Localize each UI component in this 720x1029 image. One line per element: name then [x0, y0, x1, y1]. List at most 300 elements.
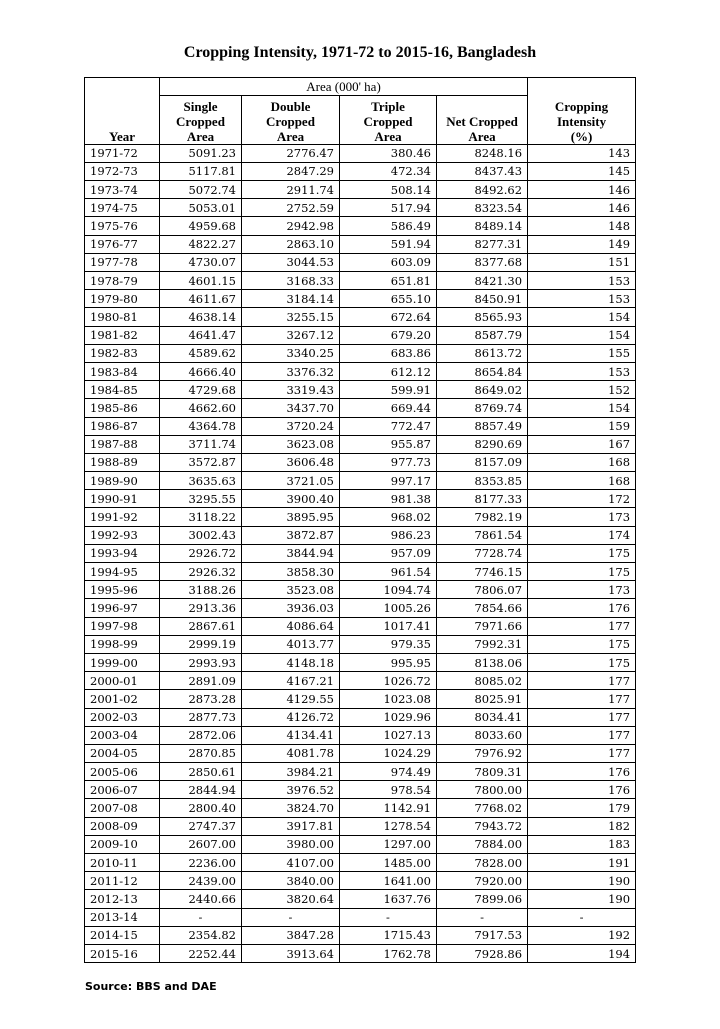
cell-double-cropped-area: 3267.12: [242, 326, 340, 344]
cell-year: 2006-07: [85, 781, 160, 799]
cell-cropping-intensity: 153: [528, 290, 636, 308]
table-header-row: [85, 95, 636, 144]
cell-single-cropped-area: 3635.63: [160, 472, 242, 490]
cell-cropping-intensity: 176: [528, 599, 636, 617]
cell-single-cropped-area: 4729.68: [160, 381, 242, 399]
cell-triple-cropped-area: 591.94: [340, 235, 437, 253]
cell-single-cropped-area: 4601.15: [160, 272, 242, 290]
cell-double-cropped-area: 3984.21: [242, 763, 340, 781]
cell-year: 2005-06: [85, 763, 160, 781]
cell-net-cropped-area: 8654.84: [437, 362, 528, 380]
cell-net-cropped-area: 8025.91: [437, 690, 528, 708]
cell-cropping-intensity: 154: [528, 326, 636, 344]
cell-single-cropped-area: 2236.00: [160, 854, 242, 872]
cell-net-cropped-area: 8323.54: [437, 199, 528, 217]
cell-year: 2008-09: [85, 817, 160, 835]
cell-net-cropped-area: 8377.68: [437, 253, 528, 271]
cell-triple-cropped-area: -: [340, 908, 437, 926]
cell-triple-cropped-area: 1485.00: [340, 854, 437, 872]
cell-cropping-intensity: 143: [528, 144, 636, 162]
cell-net-cropped-area: -: [437, 908, 528, 926]
cell-cropping-intensity: 168: [528, 453, 636, 471]
cell-single-cropped-area: 2867.61: [160, 617, 242, 635]
cell-cropping-intensity: 175: [528, 544, 636, 562]
cell-net-cropped-area: 8565.93: [437, 308, 528, 326]
cell-net-cropped-area: 7899.06: [437, 890, 528, 908]
cell-single-cropped-area: 5117.81: [160, 162, 242, 180]
cell-double-cropped-area: 3872.87: [242, 526, 340, 544]
cell-double-cropped-area: 3980.00: [242, 835, 340, 853]
cell-cropping-intensity: 173: [528, 508, 636, 526]
header-area-group: Area (000' ha): [160, 78, 528, 96]
cell-double-cropped-area: 4013.77: [242, 635, 340, 653]
cell-single-cropped-area: 4666.40: [160, 362, 242, 380]
cell-double-cropped-area: 3721.05: [242, 472, 340, 490]
cell-triple-cropped-area: 974.49: [340, 763, 437, 781]
cell-triple-cropped-area: 961.54: [340, 563, 437, 581]
cell-year: 2004-05: [85, 744, 160, 762]
page-title: Cropping Intensity, 1971-72 to 2015-16, Bangladesh: [183, 44, 537, 61]
cell-year: 2001-02: [85, 690, 160, 708]
cell-double-cropped-area: 3606.48: [242, 453, 340, 471]
cell-double-cropped-area: 3840.00: [242, 872, 340, 890]
cell-year: 2010-11: [85, 854, 160, 872]
cell-double-cropped-area: 2847.29: [242, 162, 340, 180]
cell-triple-cropped-area: 1278.54: [340, 817, 437, 835]
cell-single-cropped-area: 2850.61: [160, 763, 242, 781]
cell-triple-cropped-area: 979.35: [340, 635, 437, 653]
table-row: [85, 162, 636, 180]
cell-year: 1980-81: [85, 308, 160, 326]
header-net-cropped-area: Net Cropped Area: [437, 95, 528, 144]
cell-net-cropped-area: 8649.02: [437, 381, 528, 399]
cell-net-cropped-area: 8034.41: [437, 708, 528, 726]
cell-net-cropped-area: 7943.72: [437, 817, 528, 835]
cell-cropping-intensity: 172: [528, 490, 636, 508]
cell-single-cropped-area: 3711.74: [160, 435, 242, 453]
table-row: [85, 344, 636, 362]
cell-single-cropped-area: 2607.00: [160, 835, 242, 853]
header-blank-cell: [85, 78, 160, 96]
cell-double-cropped-area: 3913.64: [242, 944, 340, 962]
cell-single-cropped-area: 4641.47: [160, 326, 242, 344]
cell-triple-cropped-area: 1637.76: [340, 890, 437, 908]
cell-single-cropped-area: 2439.00: [160, 872, 242, 890]
cell-single-cropped-area: 2873.28: [160, 690, 242, 708]
table-row: [85, 453, 636, 471]
cell-triple-cropped-area: 669.44: [340, 399, 437, 417]
cell-net-cropped-area: 8421.30: [437, 272, 528, 290]
cell-double-cropped-area: 3044.53: [242, 253, 340, 271]
cell-cropping-intensity: 146: [528, 199, 636, 217]
cell-single-cropped-area: 2872.06: [160, 726, 242, 744]
cell-triple-cropped-area: 1026.72: [340, 672, 437, 690]
cell-double-cropped-area: 3844.94: [242, 544, 340, 562]
cell-triple-cropped-area: 1762.78: [340, 944, 437, 962]
cell-cropping-intensity: 179: [528, 799, 636, 817]
table-row: [85, 690, 636, 708]
table-row: [85, 308, 636, 326]
cell-single-cropped-area: 4959.68: [160, 217, 242, 235]
cell-net-cropped-area: 8157.09: [437, 453, 528, 471]
cell-double-cropped-area: 4134.41: [242, 726, 340, 744]
cell-net-cropped-area: 7861.54: [437, 526, 528, 544]
table-row: [85, 653, 636, 671]
cell-single-cropped-area: 2999.19: [160, 635, 242, 653]
cell-cropping-intensity: 151: [528, 253, 636, 271]
table-row: [85, 944, 636, 962]
cell-double-cropped-area: 3976.52: [242, 781, 340, 799]
cell-single-cropped-area: 4589.62: [160, 344, 242, 362]
cell-cropping-intensity: 174: [528, 526, 636, 544]
table-row: [85, 217, 636, 235]
cell-triple-cropped-area: 997.17: [340, 472, 437, 490]
cell-cropping-intensity: 194: [528, 944, 636, 962]
cell-double-cropped-area: 3168.33: [242, 272, 340, 290]
cell-net-cropped-area: 8353.85: [437, 472, 528, 490]
cell-double-cropped-area: 3936.03: [242, 599, 340, 617]
cell-triple-cropped-area: 977.73: [340, 453, 437, 471]
table-row: [85, 272, 636, 290]
cell-triple-cropped-area: 683.86: [340, 344, 437, 362]
cell-double-cropped-area: 2942.98: [242, 217, 340, 235]
table-row: [85, 617, 636, 635]
cell-net-cropped-area: 8290.69: [437, 435, 528, 453]
cell-single-cropped-area: 2926.32: [160, 563, 242, 581]
cell-single-cropped-area: 3295.55: [160, 490, 242, 508]
cell-net-cropped-area: 7917.53: [437, 926, 528, 944]
cell-double-cropped-area: 3623.08: [242, 435, 340, 453]
cell-net-cropped-area: 7800.00: [437, 781, 528, 799]
cell-single-cropped-area: 2844.94: [160, 781, 242, 799]
cell-triple-cropped-area: 1017.41: [340, 617, 437, 635]
cell-net-cropped-area: 8857.49: [437, 417, 528, 435]
header-single-cropped-area: Single Cropped Area: [160, 95, 242, 144]
cell-double-cropped-area: 3523.08: [242, 581, 340, 599]
cell-net-cropped-area: 7971.66: [437, 617, 528, 635]
cell-double-cropped-area: 3184.14: [242, 290, 340, 308]
cell-double-cropped-area: 4081.78: [242, 744, 340, 762]
cell-triple-cropped-area: 679.20: [340, 326, 437, 344]
cell-year: 1977-78: [85, 253, 160, 271]
cell-triple-cropped-area: 603.09: [340, 253, 437, 271]
cell-triple-cropped-area: 772.47: [340, 417, 437, 435]
cell-net-cropped-area: 8277.31: [437, 235, 528, 253]
cell-cropping-intensity: 190: [528, 872, 636, 890]
cell-cropping-intensity: 192: [528, 926, 636, 944]
cell-year: 2009-10: [85, 835, 160, 853]
cell-single-cropped-area: 5072.74: [160, 181, 242, 199]
table-row: [85, 744, 636, 762]
cell-net-cropped-area: 7976.92: [437, 744, 528, 762]
cell-triple-cropped-area: 955.87: [340, 435, 437, 453]
cell-cropping-intensity: -: [528, 908, 636, 926]
cell-net-cropped-area: 7992.31: [437, 635, 528, 653]
cell-net-cropped-area: 8085.02: [437, 672, 528, 690]
cell-year: 1991-92: [85, 508, 160, 526]
header-blank-cell: [528, 78, 636, 96]
cell-single-cropped-area: 3118.22: [160, 508, 242, 526]
cell-double-cropped-area: 3820.64: [242, 890, 340, 908]
cell-single-cropped-area: 2913.36: [160, 599, 242, 617]
cell-year: 2013-14: [85, 908, 160, 926]
table-row: [85, 635, 636, 653]
cell-year: 1990-91: [85, 490, 160, 508]
cell-year: 1976-77: [85, 235, 160, 253]
cell-cropping-intensity: 149: [528, 235, 636, 253]
header-year: Year: [85, 95, 160, 144]
cell-net-cropped-area: 8613.72: [437, 344, 528, 362]
cell-cropping-intensity: 175: [528, 653, 636, 671]
cell-single-cropped-area: 4822.27: [160, 235, 242, 253]
table-row: [85, 817, 636, 835]
cell-year: 1971-72: [85, 144, 160, 162]
cell-cropping-intensity: 154: [528, 308, 636, 326]
cell-net-cropped-area: 8177.33: [437, 490, 528, 508]
cell-year: 2015-16: [85, 944, 160, 962]
table-row: [85, 581, 636, 599]
table-row: [85, 490, 636, 508]
cell-triple-cropped-area: 599.91: [340, 381, 437, 399]
cell-net-cropped-area: 7728.74: [437, 544, 528, 562]
table-row: [85, 417, 636, 435]
cell-year: 1993-94: [85, 544, 160, 562]
table-row: [85, 253, 636, 271]
table-row: [85, 435, 636, 453]
cell-net-cropped-area: 8492.62: [437, 181, 528, 199]
cell-triple-cropped-area: 968.02: [340, 508, 437, 526]
table-row: [85, 890, 636, 908]
cell-net-cropped-area: 7928.86: [437, 944, 528, 962]
cell-year: 1981-82: [85, 326, 160, 344]
cell-net-cropped-area: 8489.14: [437, 217, 528, 235]
cell-cropping-intensity: 168: [528, 472, 636, 490]
cell-year: 1984-85: [85, 381, 160, 399]
cell-net-cropped-area: 7854.66: [437, 599, 528, 617]
cell-single-cropped-area: 4364.78: [160, 417, 242, 435]
cell-single-cropped-area: 3002.43: [160, 526, 242, 544]
cell-double-cropped-area: 4129.55: [242, 690, 340, 708]
table-row: [85, 781, 636, 799]
table-row: [85, 835, 636, 853]
cell-single-cropped-area: 4730.07: [160, 253, 242, 271]
cell-cropping-intensity: 153: [528, 362, 636, 380]
cell-double-cropped-area: 3900.40: [242, 490, 340, 508]
table-row: [85, 672, 636, 690]
cell-year: 1994-95: [85, 563, 160, 581]
cell-triple-cropped-area: 1142.91: [340, 799, 437, 817]
cell-net-cropped-area: 7884.00: [437, 835, 528, 853]
cell-single-cropped-area: 4662.60: [160, 399, 242, 417]
table-row: [85, 708, 636, 726]
cell-net-cropped-area: 7768.02: [437, 799, 528, 817]
cell-single-cropped-area: -: [160, 908, 242, 926]
table-row: [85, 362, 636, 380]
header-double-cropped-area: Double Cropped Area: [242, 95, 340, 144]
cell-double-cropped-area: 4086.64: [242, 617, 340, 635]
cell-double-cropped-area: 4107.00: [242, 854, 340, 872]
cell-triple-cropped-area: 957.09: [340, 544, 437, 562]
cell-triple-cropped-area: 508.14: [340, 181, 437, 199]
table-row: [85, 908, 636, 926]
cell-single-cropped-area: 2870.85: [160, 744, 242, 762]
cell-net-cropped-area: 8587.79: [437, 326, 528, 344]
cell-single-cropped-area: 5091.23: [160, 144, 242, 162]
cell-triple-cropped-area: 1297.00: [340, 835, 437, 853]
cell-single-cropped-area: 4611.67: [160, 290, 242, 308]
table-row: [85, 290, 636, 308]
cell-triple-cropped-area: 517.94: [340, 199, 437, 217]
cell-triple-cropped-area: 1023.08: [340, 690, 437, 708]
cell-cropping-intensity: 177: [528, 690, 636, 708]
cell-single-cropped-area: 2252.44: [160, 944, 242, 962]
cell-year: 2014-15: [85, 926, 160, 944]
cell-cropping-intensity: 167: [528, 435, 636, 453]
cell-double-cropped-area: 2911.74: [242, 181, 340, 199]
cell-triple-cropped-area: 1094.74: [340, 581, 437, 599]
cell-year: 1983-84: [85, 362, 160, 380]
cell-triple-cropped-area: 586.49: [340, 217, 437, 235]
cell-year: 1985-86: [85, 399, 160, 417]
cell-single-cropped-area: 2800.40: [160, 799, 242, 817]
cell-double-cropped-area: 3895.95: [242, 508, 340, 526]
cell-year: 1974-75: [85, 199, 160, 217]
table-row: [85, 199, 636, 217]
source-note: Source: BBS and DAE: [85, 980, 217, 993]
cell-double-cropped-area: 3847.28: [242, 926, 340, 944]
table-row: [85, 763, 636, 781]
cell-double-cropped-area: 2863.10: [242, 235, 340, 253]
cell-year: 1988-89: [85, 453, 160, 471]
cell-year: 1986-87: [85, 417, 160, 435]
cell-year: 1996-97: [85, 599, 160, 617]
cell-cropping-intensity: 159: [528, 417, 636, 435]
cell-year: 2003-04: [85, 726, 160, 744]
cell-triple-cropped-area: 672.64: [340, 308, 437, 326]
table-body: [85, 144, 636, 962]
cell-year: 1989-90: [85, 472, 160, 490]
cell-double-cropped-area: 4167.21: [242, 672, 340, 690]
cell-year: 1972-73: [85, 162, 160, 180]
cell-double-cropped-area: 3340.25: [242, 344, 340, 362]
cell-triple-cropped-area: 1641.00: [340, 872, 437, 890]
cell-cropping-intensity: 173: [528, 581, 636, 599]
cell-triple-cropped-area: 655.10: [340, 290, 437, 308]
cell-single-cropped-area: 2354.82: [160, 926, 242, 944]
cell-cropping-intensity: 177: [528, 617, 636, 635]
cell-net-cropped-area: 8033.60: [437, 726, 528, 744]
cell-year: 1979-80: [85, 290, 160, 308]
cell-year: 2000-01: [85, 672, 160, 690]
cell-year: 2012-13: [85, 890, 160, 908]
cell-triple-cropped-area: 995.95: [340, 653, 437, 671]
cell-net-cropped-area: 7828.00: [437, 854, 528, 872]
cell-triple-cropped-area: 986.23: [340, 526, 437, 544]
cell-triple-cropped-area: 380.46: [340, 144, 437, 162]
cell-double-cropped-area: 3824.70: [242, 799, 340, 817]
cell-double-cropped-area: 2752.59: [242, 199, 340, 217]
cell-cropping-intensity: 153: [528, 272, 636, 290]
cell-year: 1973-74: [85, 181, 160, 199]
cell-triple-cropped-area: 1715.43: [340, 926, 437, 944]
cell-cropping-intensity: 146: [528, 181, 636, 199]
table-row: [85, 399, 636, 417]
cell-double-cropped-area: 3255.15: [242, 308, 340, 326]
cell-cropping-intensity: 155: [528, 344, 636, 362]
cell-single-cropped-area: 2891.09: [160, 672, 242, 690]
table-row: [85, 872, 636, 890]
cell-cropping-intensity: 190: [528, 890, 636, 908]
cell-single-cropped-area: 2993.93: [160, 653, 242, 671]
cell-year: 2011-12: [85, 872, 160, 890]
cell-year: 1987-88: [85, 435, 160, 453]
cell-single-cropped-area: 3188.26: [160, 581, 242, 599]
table-row: [85, 926, 636, 944]
cell-year: 1975-76: [85, 217, 160, 235]
table-row: [85, 563, 636, 581]
cell-cropping-intensity: 191: [528, 854, 636, 872]
cell-single-cropped-area: 2926.72: [160, 544, 242, 562]
cell-net-cropped-area: 7806.07: [437, 581, 528, 599]
cell-double-cropped-area: 4148.18: [242, 653, 340, 671]
table-row: [85, 235, 636, 253]
cell-net-cropped-area: 8138.06: [437, 653, 528, 671]
cell-double-cropped-area: 2776.47: [242, 144, 340, 162]
cell-net-cropped-area: 7982.19: [437, 508, 528, 526]
cell-net-cropped-area: 8450.91: [437, 290, 528, 308]
table-row: [85, 854, 636, 872]
cell-triple-cropped-area: 981.38: [340, 490, 437, 508]
cell-double-cropped-area: 3858.30: [242, 563, 340, 581]
header-triple-cropped-area: Triple Cropped Area: [340, 95, 437, 144]
cell-cropping-intensity: 176: [528, 781, 636, 799]
cell-net-cropped-area: 8769.74: [437, 399, 528, 417]
table-header-group-row: [85, 78, 636, 96]
cell-net-cropped-area: 8248.16: [437, 144, 528, 162]
cell-double-cropped-area: 4126.72: [242, 708, 340, 726]
cell-cropping-intensity: 177: [528, 672, 636, 690]
cell-double-cropped-area: 3917.81: [242, 817, 340, 835]
cropping-intensity-table: [84, 77, 636, 963]
cell-triple-cropped-area: 651.81: [340, 272, 437, 290]
cell-triple-cropped-area: 472.34: [340, 162, 437, 180]
table-row: [85, 799, 636, 817]
cell-year: 2002-03: [85, 708, 160, 726]
cell-cropping-intensity: 148: [528, 217, 636, 235]
cell-cropping-intensity: 183: [528, 835, 636, 853]
cell-triple-cropped-area: 612.12: [340, 362, 437, 380]
header-cropping-intensity: Cropping Intensity (%): [528, 95, 636, 144]
cell-year: 1982-83: [85, 344, 160, 362]
cell-single-cropped-area: 5053.01: [160, 199, 242, 217]
table-row: [85, 144, 636, 162]
table-row: [85, 381, 636, 399]
cell-double-cropped-area: 3720.24: [242, 417, 340, 435]
cell-year: 2007-08: [85, 799, 160, 817]
cell-triple-cropped-area: 1029.96: [340, 708, 437, 726]
table-row: [85, 326, 636, 344]
cell-single-cropped-area: 2747.37: [160, 817, 242, 835]
cell-cropping-intensity: 175: [528, 563, 636, 581]
table-row: [85, 726, 636, 744]
cell-net-cropped-area: 8437.43: [437, 162, 528, 180]
cell-year: 1998-99: [85, 635, 160, 653]
cell-net-cropped-area: 7920.00: [437, 872, 528, 890]
table-row: [85, 181, 636, 199]
cell-cropping-intensity: 177: [528, 744, 636, 762]
cell-double-cropped-area: 3437.70: [242, 399, 340, 417]
cell-cropping-intensity: 175: [528, 635, 636, 653]
